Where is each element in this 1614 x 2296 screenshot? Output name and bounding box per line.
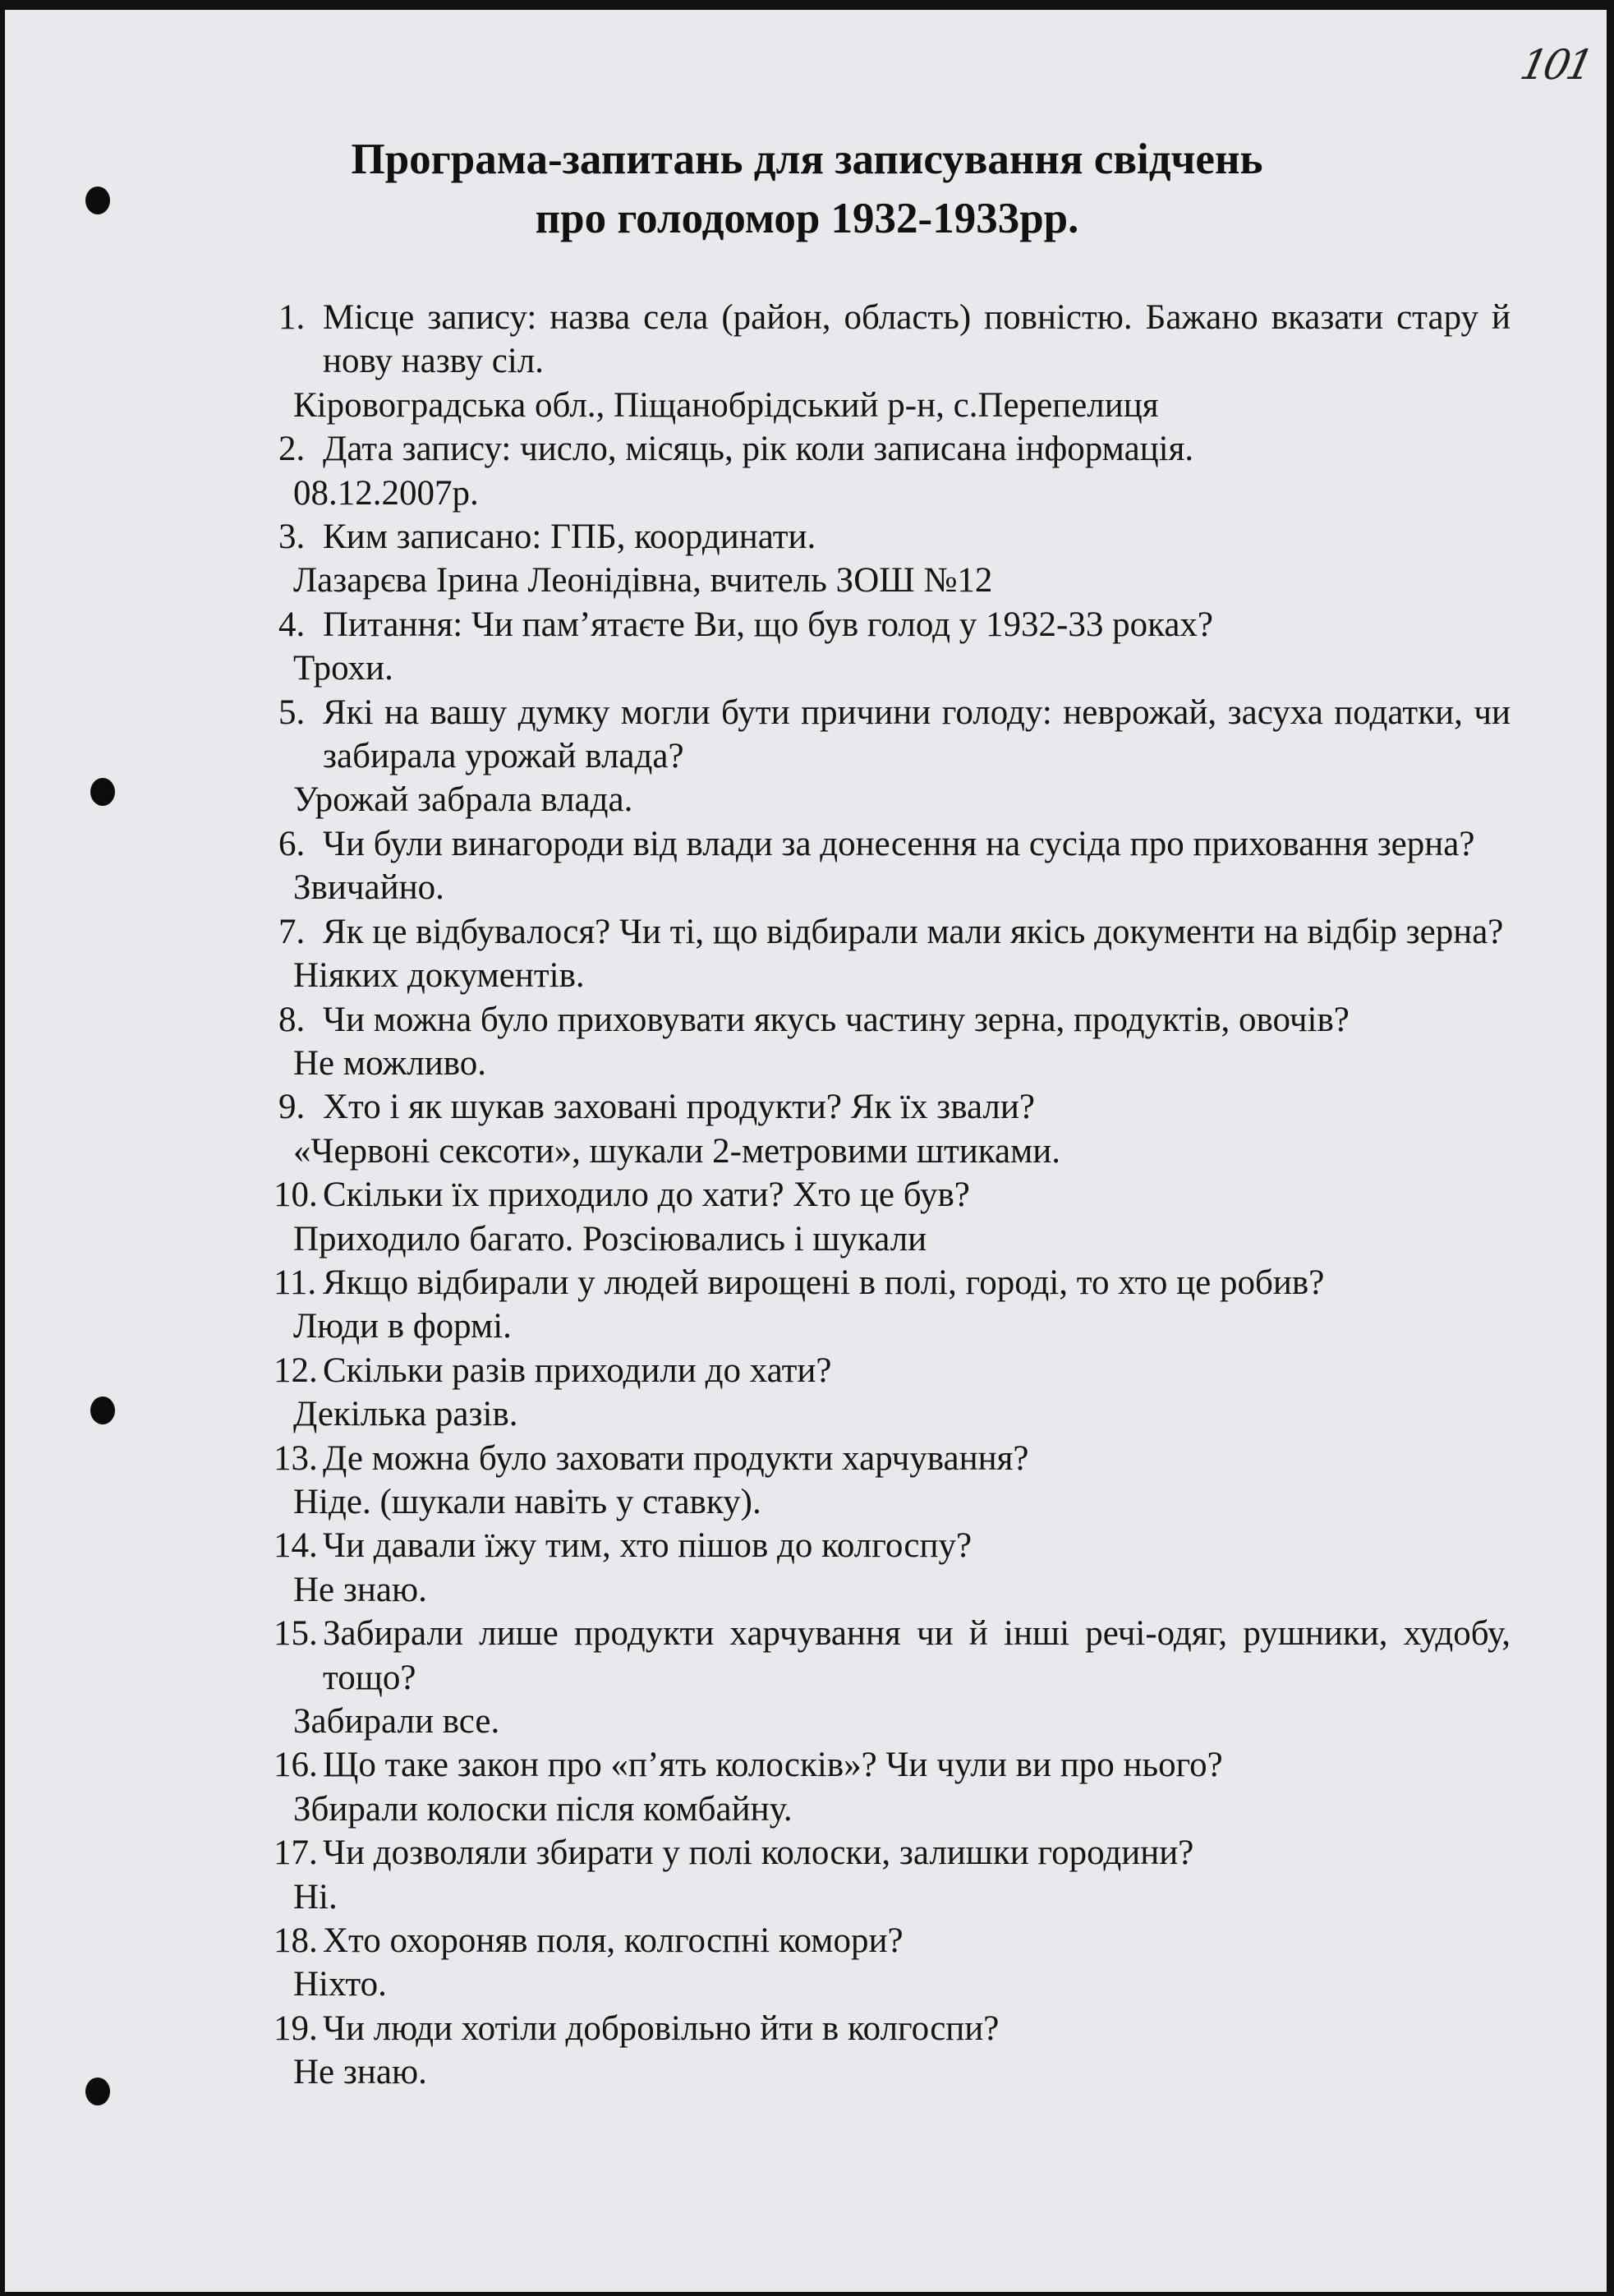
question-item xyxy=(278,998,1511,1042)
answer-text: Ні. xyxy=(293,1877,338,1916)
answer-text: Ніяких документів. xyxy=(293,956,585,996)
question-item xyxy=(274,1743,1511,1787)
answer-text: Збирали колоски після комбайну. xyxy=(293,1789,793,1829)
handwritten-page-number: 101 xyxy=(1515,41,1595,89)
title-line-1: Програма-запитань для записування свідчень xyxy=(351,136,1263,183)
answer-text: Урожай забрала влада. xyxy=(293,780,633,820)
question-number: 13. xyxy=(274,1438,318,1478)
question-item xyxy=(274,1349,1511,1392)
question-item xyxy=(278,1085,1511,1129)
answer-text: «Червоні сексоти», шукали 2-метровими штиками. xyxy=(293,1131,1061,1171)
question-item xyxy=(274,1612,1511,1700)
answer-text: Ніхто. xyxy=(293,1965,387,2004)
question-item xyxy=(278,822,1511,866)
question-text: Хто і як шукав заховані продукти? Як їх звали? xyxy=(323,1088,1035,1127)
question-text: Якщо відбирали у людей вирощені в полі, городі, то хто це робив? xyxy=(323,1263,1325,1302)
question-text: Місце запису: назва села (район, область) повністю. Бажано вказати стару й нову назву сіл. xyxy=(323,298,1511,381)
question-number: 16. xyxy=(274,1746,318,1785)
question-text: Хто охороняв поля, колгоспні комори? xyxy=(323,1921,904,1961)
question-item xyxy=(278,603,1511,646)
question-item xyxy=(274,1173,1511,1217)
answer-text: Приходило багато. Розсіювались і шукали xyxy=(293,1219,927,1258)
question-item xyxy=(274,1524,1511,1567)
answer-text: Люди в формі. xyxy=(293,1307,512,1346)
question-text: Як це відбувалося? Чи ті, що відбирали мали якісь документи на відбір зерна? xyxy=(323,912,1504,951)
question-item xyxy=(274,1919,1511,1962)
question-number: 2. xyxy=(278,430,306,469)
question-number: 15. xyxy=(274,1614,318,1654)
question-number: 14. xyxy=(274,1526,318,1566)
questionnaire-list xyxy=(274,296,1511,2095)
question-number: 7. xyxy=(278,912,306,951)
answer-text: Кіровоградська обл., Піщанобрідський р-н, с.Перепелиця xyxy=(293,385,1159,425)
answer-text: Забирали все. xyxy=(293,1702,500,1741)
question-text: Чи можна було приховувати якусь частину зерна, продуктів, овочів? xyxy=(323,1000,1350,1039)
question-item xyxy=(274,2007,1511,2050)
question-item xyxy=(274,1261,1511,1304)
punch-hole xyxy=(90,1396,115,1424)
question-text: Ким записано: ГПБ, координати. xyxy=(323,518,816,557)
question-text: Чи люди хотіли добровільно йти в колгоспи? xyxy=(323,2008,1000,2048)
question-text: Чи були винагороди від влади за донесення на сусіда про приховання зерна? xyxy=(323,824,1475,863)
question-number: 17. xyxy=(274,1834,318,1873)
question-item xyxy=(278,515,1511,559)
answer-text: 08.12.2007р. xyxy=(293,473,479,513)
question-text: Скільки разів приходили до хати? xyxy=(323,1350,832,1390)
punch-hole xyxy=(90,778,115,806)
question-text: Скільки їх приходило до хати? Хто це був? xyxy=(323,1176,970,1215)
question-number: 9. xyxy=(278,1088,306,1127)
question-text: Дата запису: число, місяць, рік коли записана інформація. xyxy=(323,430,1194,469)
question-text: Питання: Чи пам’ятаєте Ви, що був голод у 1932-33 роках? xyxy=(323,605,1213,644)
question-text: Де можна було заховати продукти харчування? xyxy=(323,1438,1029,1478)
answer-text: Декілька разів. xyxy=(293,1395,518,1434)
question-number: 19. xyxy=(274,2008,318,2048)
document-title xyxy=(0,130,1614,248)
question-item xyxy=(278,427,1511,471)
answer-text: Лазарєва Ірина Леонідівна, вчитель ЗОШ №12 xyxy=(293,561,993,600)
answer-text: Не знаю. xyxy=(293,2053,427,2092)
question-number: 8. xyxy=(278,1000,306,1039)
question-text: Що таке закон про «п’ять колосків»? Чи чули ви про нього? xyxy=(323,1746,1223,1785)
answer-text: Не можливо. xyxy=(293,1043,486,1083)
question-number: 10. xyxy=(274,1176,318,1215)
question-number: 6. xyxy=(278,824,306,863)
question-item xyxy=(278,691,1511,779)
question-number: 12. xyxy=(274,1350,318,1390)
question-number: 5. xyxy=(278,692,306,732)
question-text: Забирали лише продукти харчування чи й інші речі-одяг, рушники, худобу, тощо? xyxy=(323,1614,1511,1697)
question-number: 1. xyxy=(278,298,306,337)
question-text: Які на вашу думку могли бути причини голоду: неврожай, засуха податки, чи забирала урожай влада? xyxy=(323,692,1511,776)
punch-hole xyxy=(85,2077,110,2105)
question-number: 3. xyxy=(278,518,306,557)
answer-text: Трохи. xyxy=(293,649,393,688)
question-number: 4. xyxy=(278,605,306,644)
title-line-2: про голодомор 1932-1933рр. xyxy=(535,195,1079,242)
answer-text: Ніде. (шукали навіть у ставку). xyxy=(293,1482,761,1521)
answer-text: Не знаю. xyxy=(293,1570,427,1609)
answer-text: Звичайно. xyxy=(293,868,444,908)
question-item xyxy=(278,910,1511,954)
question-item xyxy=(278,296,1511,384)
question-number: 11. xyxy=(274,1263,317,1302)
question-item xyxy=(274,1831,1511,1875)
question-text: Чи давали їжу тим, хто пішов до колгоспу? xyxy=(323,1526,973,1566)
question-item xyxy=(274,1437,1511,1480)
question-text: Чи дозволяли збирати у полі колоски, залишки городини? xyxy=(323,1834,1194,1873)
question-number: 18. xyxy=(274,1921,318,1961)
